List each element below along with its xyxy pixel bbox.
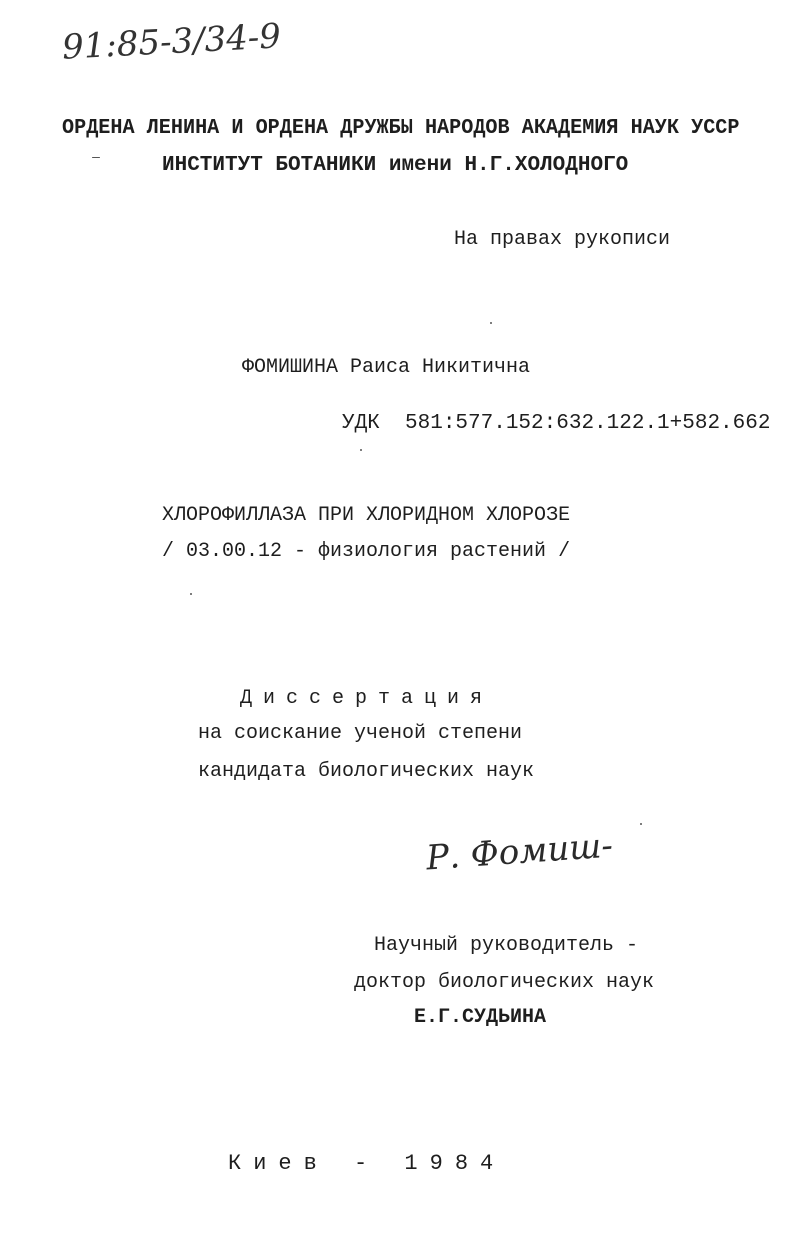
archive-mark: 91:85-3/34-9 xyxy=(61,16,282,68)
scan-speck xyxy=(360,449,362,451)
dissertation-label: Диссертация xyxy=(240,687,494,710)
scan-speck xyxy=(190,593,192,595)
manuscript-note: На правах рукописи xyxy=(454,228,671,251)
supervisor-label: Научный руководитель - xyxy=(374,934,639,957)
place-year: Киев - 1984 xyxy=(228,1151,506,1176)
handwritten-signature: Р. Фомиш- xyxy=(424,825,615,879)
scan-speck xyxy=(92,157,100,158)
scan-speck xyxy=(640,823,642,825)
supervisor-degree: доктор биологических наук xyxy=(354,971,655,994)
organization-line: ОРДЕНА ЛЕНИНА И ОРДЕНА ДРУЖБЫ НАРОДОВ АКАДЕМИЯ НАУК УССР xyxy=(62,117,740,140)
scan-speck xyxy=(490,322,492,324)
udc-code: УДК 581:577.152:632.122.1+582.662 xyxy=(342,412,771,435)
specialty-code: / 03.00.12 - физиология растений / xyxy=(162,540,571,563)
degree-line: на соискание ученой степени xyxy=(198,722,523,745)
institute-line: ИНСТИТУТ БОТАНИКИ имени Н.Г.ХОЛОДНОГО xyxy=(162,154,629,177)
degree-field-line: кандидата биологических наук xyxy=(198,760,535,783)
dissertation-title: ХЛОРОФИЛЛАЗА ПРИ ХЛОРИДНОМ ХЛОРОЗЕ xyxy=(162,504,571,527)
author-name: ФОМИШИНА Раиса Никитична xyxy=(242,356,531,379)
supervisor-name: Е.Г.СУДЬИНА xyxy=(414,1006,547,1029)
